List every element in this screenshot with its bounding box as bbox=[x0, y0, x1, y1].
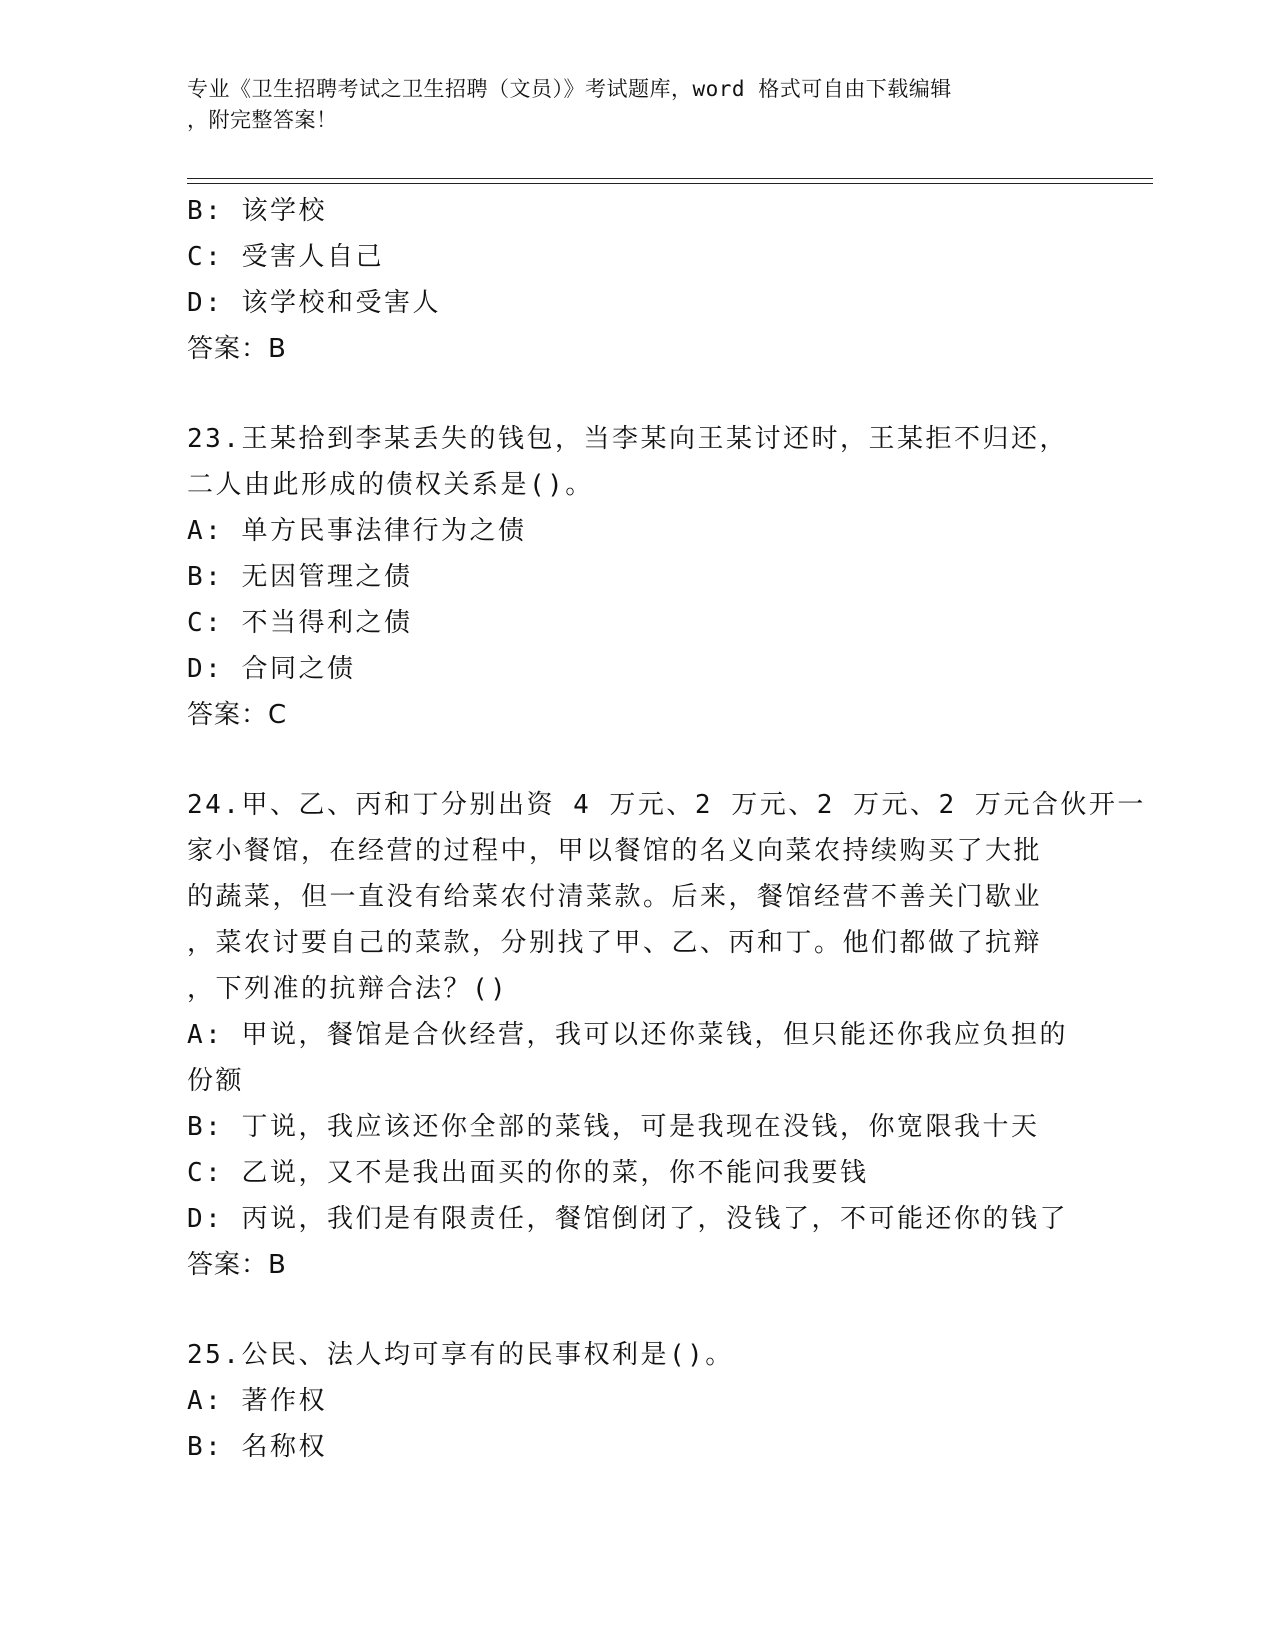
option-c: C: 乙说，又不是我出面买的你的菜，你不能问我要钱 bbox=[187, 1158, 869, 1188]
question-stem-line: ，下列准的抗辩合法？() bbox=[187, 974, 509, 1004]
question-stem-line: 的蔬菜，但一直没有给菜农付清菜款。后来，餐馆经营不善关门歇业 bbox=[187, 882, 1043, 912]
question-stem-line: 23.王某拾到李某丢失的钱包，当李某向王某讨还时，王某拒不归还， bbox=[187, 424, 1068, 454]
option-b: B: 丁说，我应该还你全部的菜钱，可是我现在没钱，你宽限我十天 bbox=[187, 1112, 1040, 1142]
question-stem-line: 24.甲、乙、丙和丁分别出资 4 万元、2 万元、2 万元、2 万元合伙开一 bbox=[187, 790, 1146, 820]
question-22-tail bbox=[187, 188, 1087, 372]
question-stem-line: 家小餐馆，在经营的过程中，甲以餐馆的名义向菜农持续购买了大批 bbox=[187, 836, 1043, 866]
option-a: A: 著作权 bbox=[187, 1386, 327, 1416]
option-b: B: 名称权 bbox=[187, 1432, 327, 1462]
question-25 bbox=[187, 1332, 1087, 1470]
option-d: D: 该学校和受害人 bbox=[187, 288, 441, 318]
question-gap bbox=[187, 1288, 1087, 1332]
option-a: A: 单方民事法律行为之债 bbox=[187, 516, 527, 546]
answer: 答案：B bbox=[187, 334, 287, 364]
option-a: A: 甲说，餐馆是合伙经营，我可以还你菜钱，但只能还你我应负担的 bbox=[187, 1020, 1068, 1050]
option-c: C: 受害人自己 bbox=[187, 242, 384, 272]
answer: 答案：C bbox=[187, 700, 288, 730]
header-divider bbox=[187, 178, 1153, 184]
header-line-2: ，附完整答案！ bbox=[187, 108, 338, 132]
answer: 答案：B bbox=[187, 1250, 287, 1280]
question-gap bbox=[187, 372, 1087, 416]
question-23 bbox=[187, 416, 1087, 738]
option-b: B: 无因管理之债 bbox=[187, 562, 413, 592]
option-b: B: 该学校 bbox=[187, 196, 327, 226]
question-list bbox=[187, 188, 1146, 1470]
question-stem-line: ，菜农讨要自己的菜款，分别找了甲、乙、丙和丁。他们都做了抗辩 bbox=[187, 928, 1043, 958]
question-stem-line: 25.公民、法人均可享有的民事权利是()。 bbox=[187, 1340, 734, 1370]
document-header bbox=[187, 74, 1087, 136]
option-d: D: 合同之债 bbox=[187, 654, 356, 684]
question-stem-line: 二人由此形成的债权关系是()。 bbox=[187, 470, 594, 500]
question-24 bbox=[187, 782, 1146, 1288]
question-gap bbox=[187, 738, 1087, 782]
option-d: D: 丙说，我们是有限责任，餐馆倒闭了，没钱了，不可能还你的钱了 bbox=[187, 1204, 1068, 1234]
header-line-1: 专业《卫生招聘考试之卫生招聘（文员）》考试题库，word 格式可自由下载编辑 bbox=[187, 77, 952, 101]
option-c: C: 不当得利之债 bbox=[187, 608, 413, 638]
option-a-continued: 份额 bbox=[187, 1066, 245, 1096]
